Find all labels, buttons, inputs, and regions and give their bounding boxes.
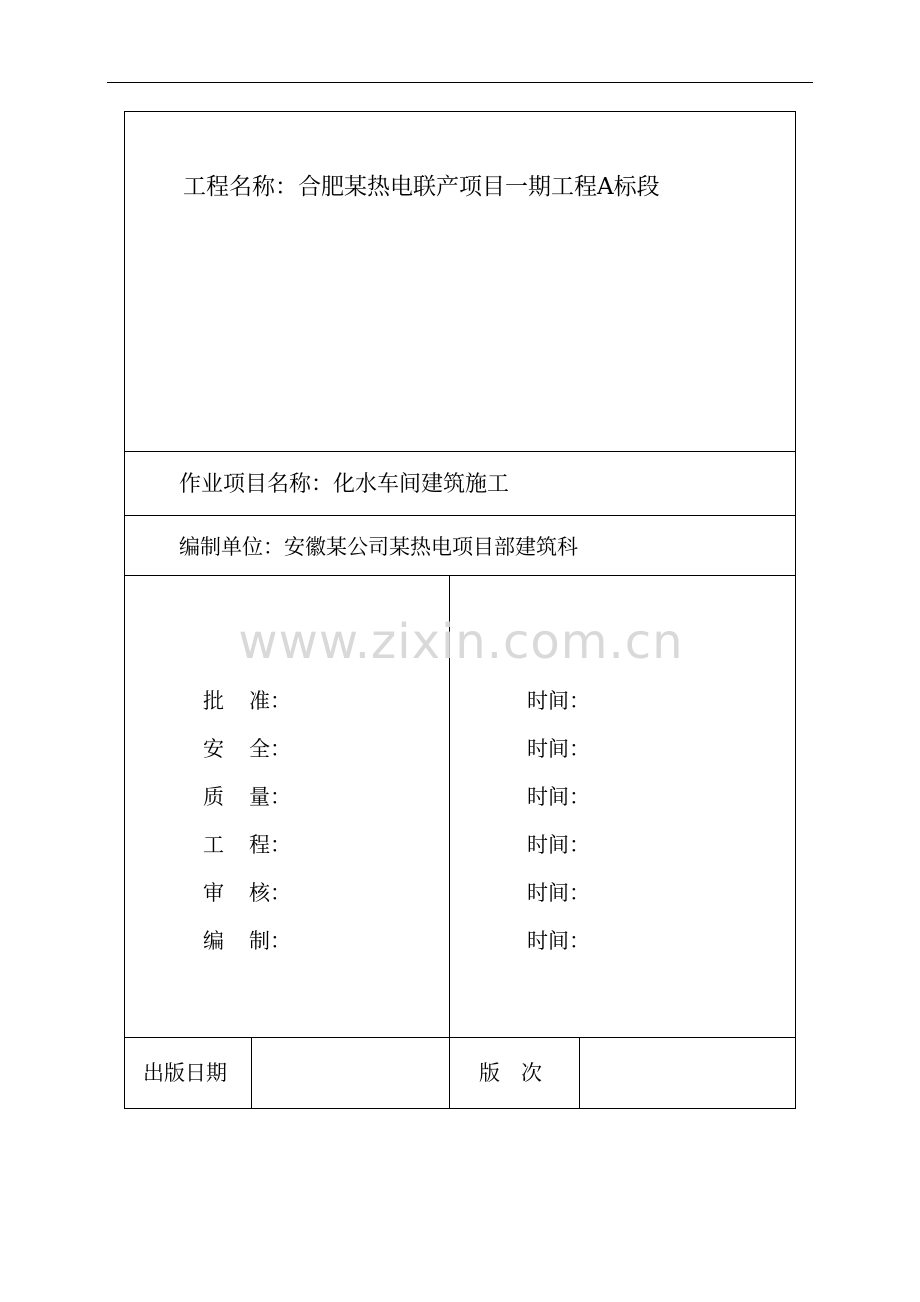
work-item-label: 作业项目名称： [179, 472, 334, 497]
signature-label-char: 制： [249, 929, 291, 953]
signature-label-char: 工 [203, 833, 224, 857]
signature-label-char: 批 [203, 689, 224, 713]
time-label: 时间： [527, 785, 590, 809]
work-item-value: 化水车间建筑施工 [333, 472, 510, 497]
watermark: www.zixin.com.cn [238, 614, 684, 670]
divider-footer-1 [251, 1037, 252, 1108]
signature-label-char: 审 [203, 881, 224, 905]
divider-project [125, 451, 795, 452]
signature-label-char: 核： [249, 881, 291, 905]
signature-label-char: 质 [203, 785, 224, 809]
time-label: 时间： [527, 737, 590, 761]
time-label: 时间： [527, 929, 590, 953]
signature-label-char: 准： [249, 689, 291, 713]
time-label: 时间： [527, 833, 590, 857]
compiler-unit-value: 安徽某公司某热电项目部建筑科 [284, 535, 578, 559]
publish-date-label: 出版日期 [143, 1061, 227, 1085]
time-label: 时间： [527, 689, 590, 713]
signature-label-char: 量： [249, 785, 291, 809]
time-label: 时间： [527, 881, 590, 905]
signature-label-char: 全： [249, 737, 291, 761]
signature-label-char: 编 [203, 929, 224, 953]
project-name-value: 合肥某热电联产项目一期工程A标段 [298, 174, 660, 200]
signature-label-char: 安 [203, 737, 224, 761]
signature-label-char: 程： [249, 833, 291, 857]
divider-work-item [125, 515, 795, 516]
edition-label: 版 次 [479, 1061, 542, 1085]
work-item-name [179, 472, 509, 498]
divider-footer-2 [579, 1037, 580, 1108]
compiler-unit-label: 编制单位： [179, 535, 284, 559]
divider-footer [125, 1037, 795, 1038]
divider-unit [125, 575, 795, 576]
project-name [183, 174, 660, 200]
project-name-label: 工程名称： [183, 174, 298, 200]
cover-form [124, 111, 796, 1109]
header-rule [107, 82, 813, 83]
compiler-unit [179, 534, 578, 560]
